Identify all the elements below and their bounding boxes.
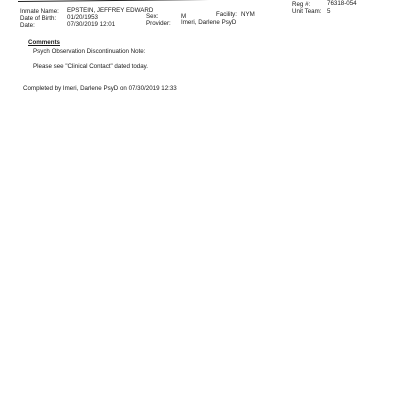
date-value: 07/30/2019 12:01: [67, 21, 116, 28]
date-label: Date:: [20, 22, 35, 29]
dob-value: 01/20/1953: [67, 14, 98, 21]
reg-value: 76318-054: [327, 0, 357, 7]
inmate-name-value: EPSTEIN, JEFFREY EDWARD: [67, 7, 154, 14]
comments-heading: Comments: [28, 39, 60, 46]
facility-value: NYM: [241, 11, 255, 18]
facility-label: Facility:: [216, 11, 237, 18]
unit-team-value: 5: [327, 8, 331, 15]
comments-line-2: Please see "Clinical Contact" dated today.: [33, 63, 149, 70]
reg-label: Reg #:: [292, 1, 311, 8]
header-rule: [18, 0, 280, 2]
sex-label: Sex:: [146, 13, 159, 20]
inmate-name-label: Inmate Name:: [20, 8, 59, 15]
unit-team-label: Unit Team:: [292, 8, 322, 15]
dob-label: Date of Birth:: [20, 15, 57, 22]
provider-label: Provider:: [146, 20, 171, 27]
comments-line-1: Psych Observation Discontinuation Note:: [33, 48, 146, 55]
provider-value: Imeri, Darlene PsyD: [181, 19, 237, 26]
sex-value: M: [181, 13, 187, 20]
completed-by: Completed by Imeri, Darlene PsyD on 07/30/2019 12:33: [23, 85, 177, 92]
